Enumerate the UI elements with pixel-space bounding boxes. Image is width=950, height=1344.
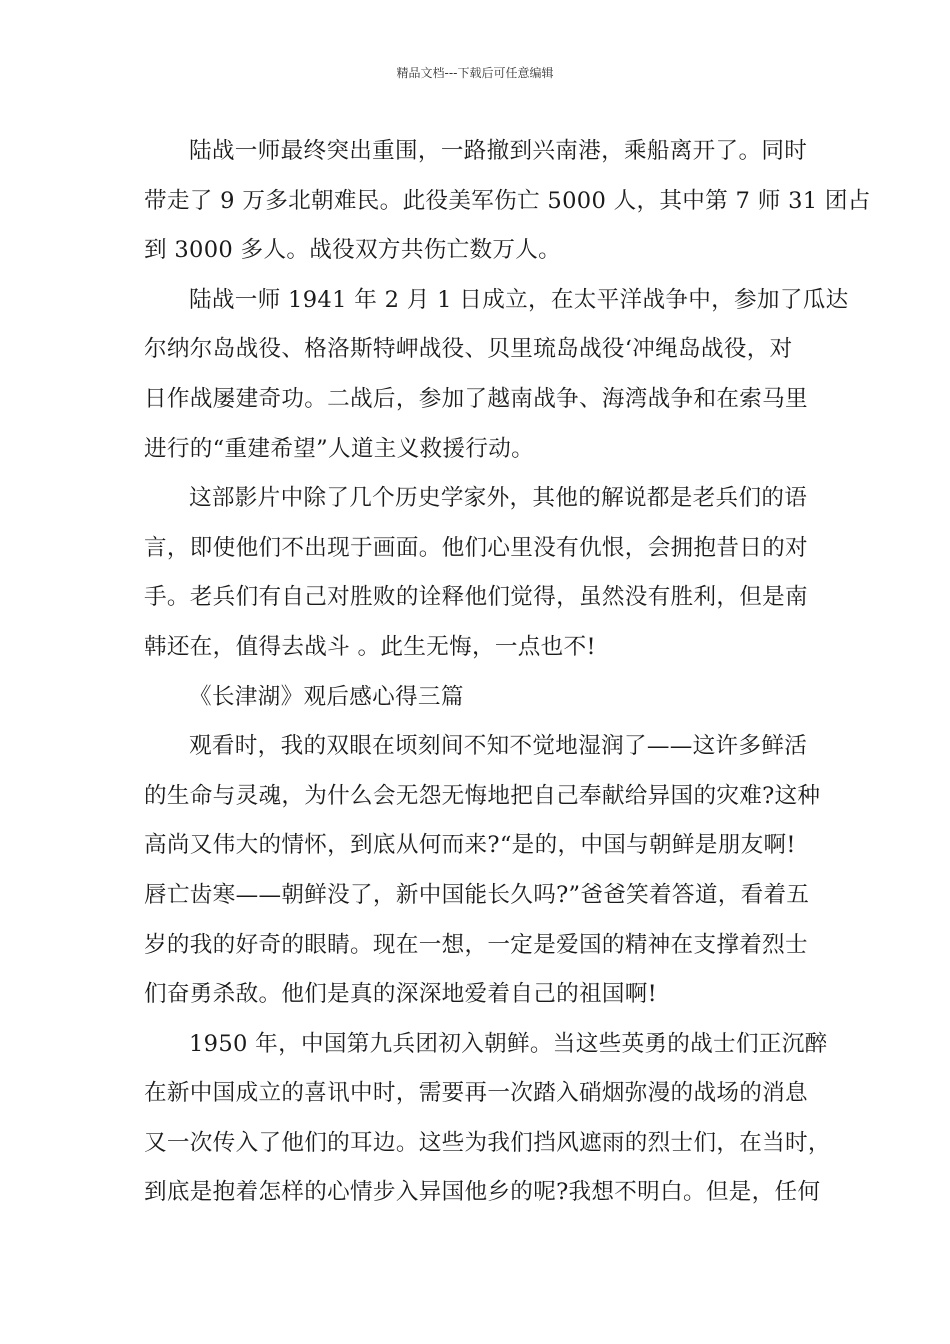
text-line: 陆战一师 1941 年 2 月 1 日成立，在太平洋战争中，参加了瓜达 [189,286,849,313]
text-line: 日作战屡建奇功。二战后，参加了越南战争、海湾战争和在索马里 [144,385,808,412]
text-line: 到 3000 多人。战役双方共伤亡数万人。 [144,237,562,264]
text-line: 进行的“重建希望”人道主义救援行动。 [144,435,535,462]
page-header: 精品文档---下载后可任意编辑 [396,66,554,80]
text-line: 1950 年，中国第九兵团初入朝鲜。当这些英勇的战士们正沉醉 [189,1030,828,1057]
text-line: 高尚又伟大的情怀，到底从何而来?“是的，中国与朝鲜是朋友啊! [144,832,796,859]
text-line: 又一次传入了他们的耳边。这些为我们挡风遮雨的烈士们，在当时， [144,1129,831,1156]
text-line: 言，即使他们不出现于画面。他们心里没有仇恨，会拥抱昔日的对 [144,534,808,561]
text-line: 们奋勇杀敌。他们是真的深深地爱着自己的祖国啊! [144,981,658,1008]
text-line: 在新中国成立的喜讯中时，需要再一次踏入硝烟弥漫的战场的消息 [144,1080,808,1107]
text-line: 带走了 9 万多北朝难民。此役美军伤亡 5000 人，其中第 7 师 31 团占 [144,187,871,214]
text-line: 岁的我的好奇的眼睛。现在一想，一定是爱国的精神在支撑着烈士 [144,931,808,958]
document-body [144,127,871,1218]
section-title: 《长津湖》观后感心得三篇 [189,683,464,710]
text-line: 尔纳尔岛战役、格洛斯特岬战役、贝里琉岛战役‘冲绳岛战役，对 [144,336,793,363]
text-line: 韩还在，值得去战斗 。此生无悔，一点也不! [144,633,596,660]
text-line: 陆战一师最终突出重围，一路撤到兴南港，乘船离开了。同时 [189,138,808,164]
text-line: 这部影片中除了几个历史学家外，其他的解说都是老兵们的语 [189,485,808,512]
text-line: 手。老兵们有自己对胜败的诠释他们觉得，虽然没有胜利，但是南 [144,584,808,611]
text-line: 的生命与灵魂，为什么会无怨无悔地把自己奉献给异国的灾难?这种 [144,782,821,809]
text-line: 唇亡齿寒——朝鲜没了，新中国能长久吗?”爸爸笑着答道，看着五 [144,881,810,908]
text-line: 到底是抱着怎样的心情步入异国他乡的呢?我想不明白。但是，任何 [144,1179,821,1206]
text-line: 观看时，我的双眼在顷刻间不知不觉地湿润了——这许多鲜活 [189,733,808,760]
